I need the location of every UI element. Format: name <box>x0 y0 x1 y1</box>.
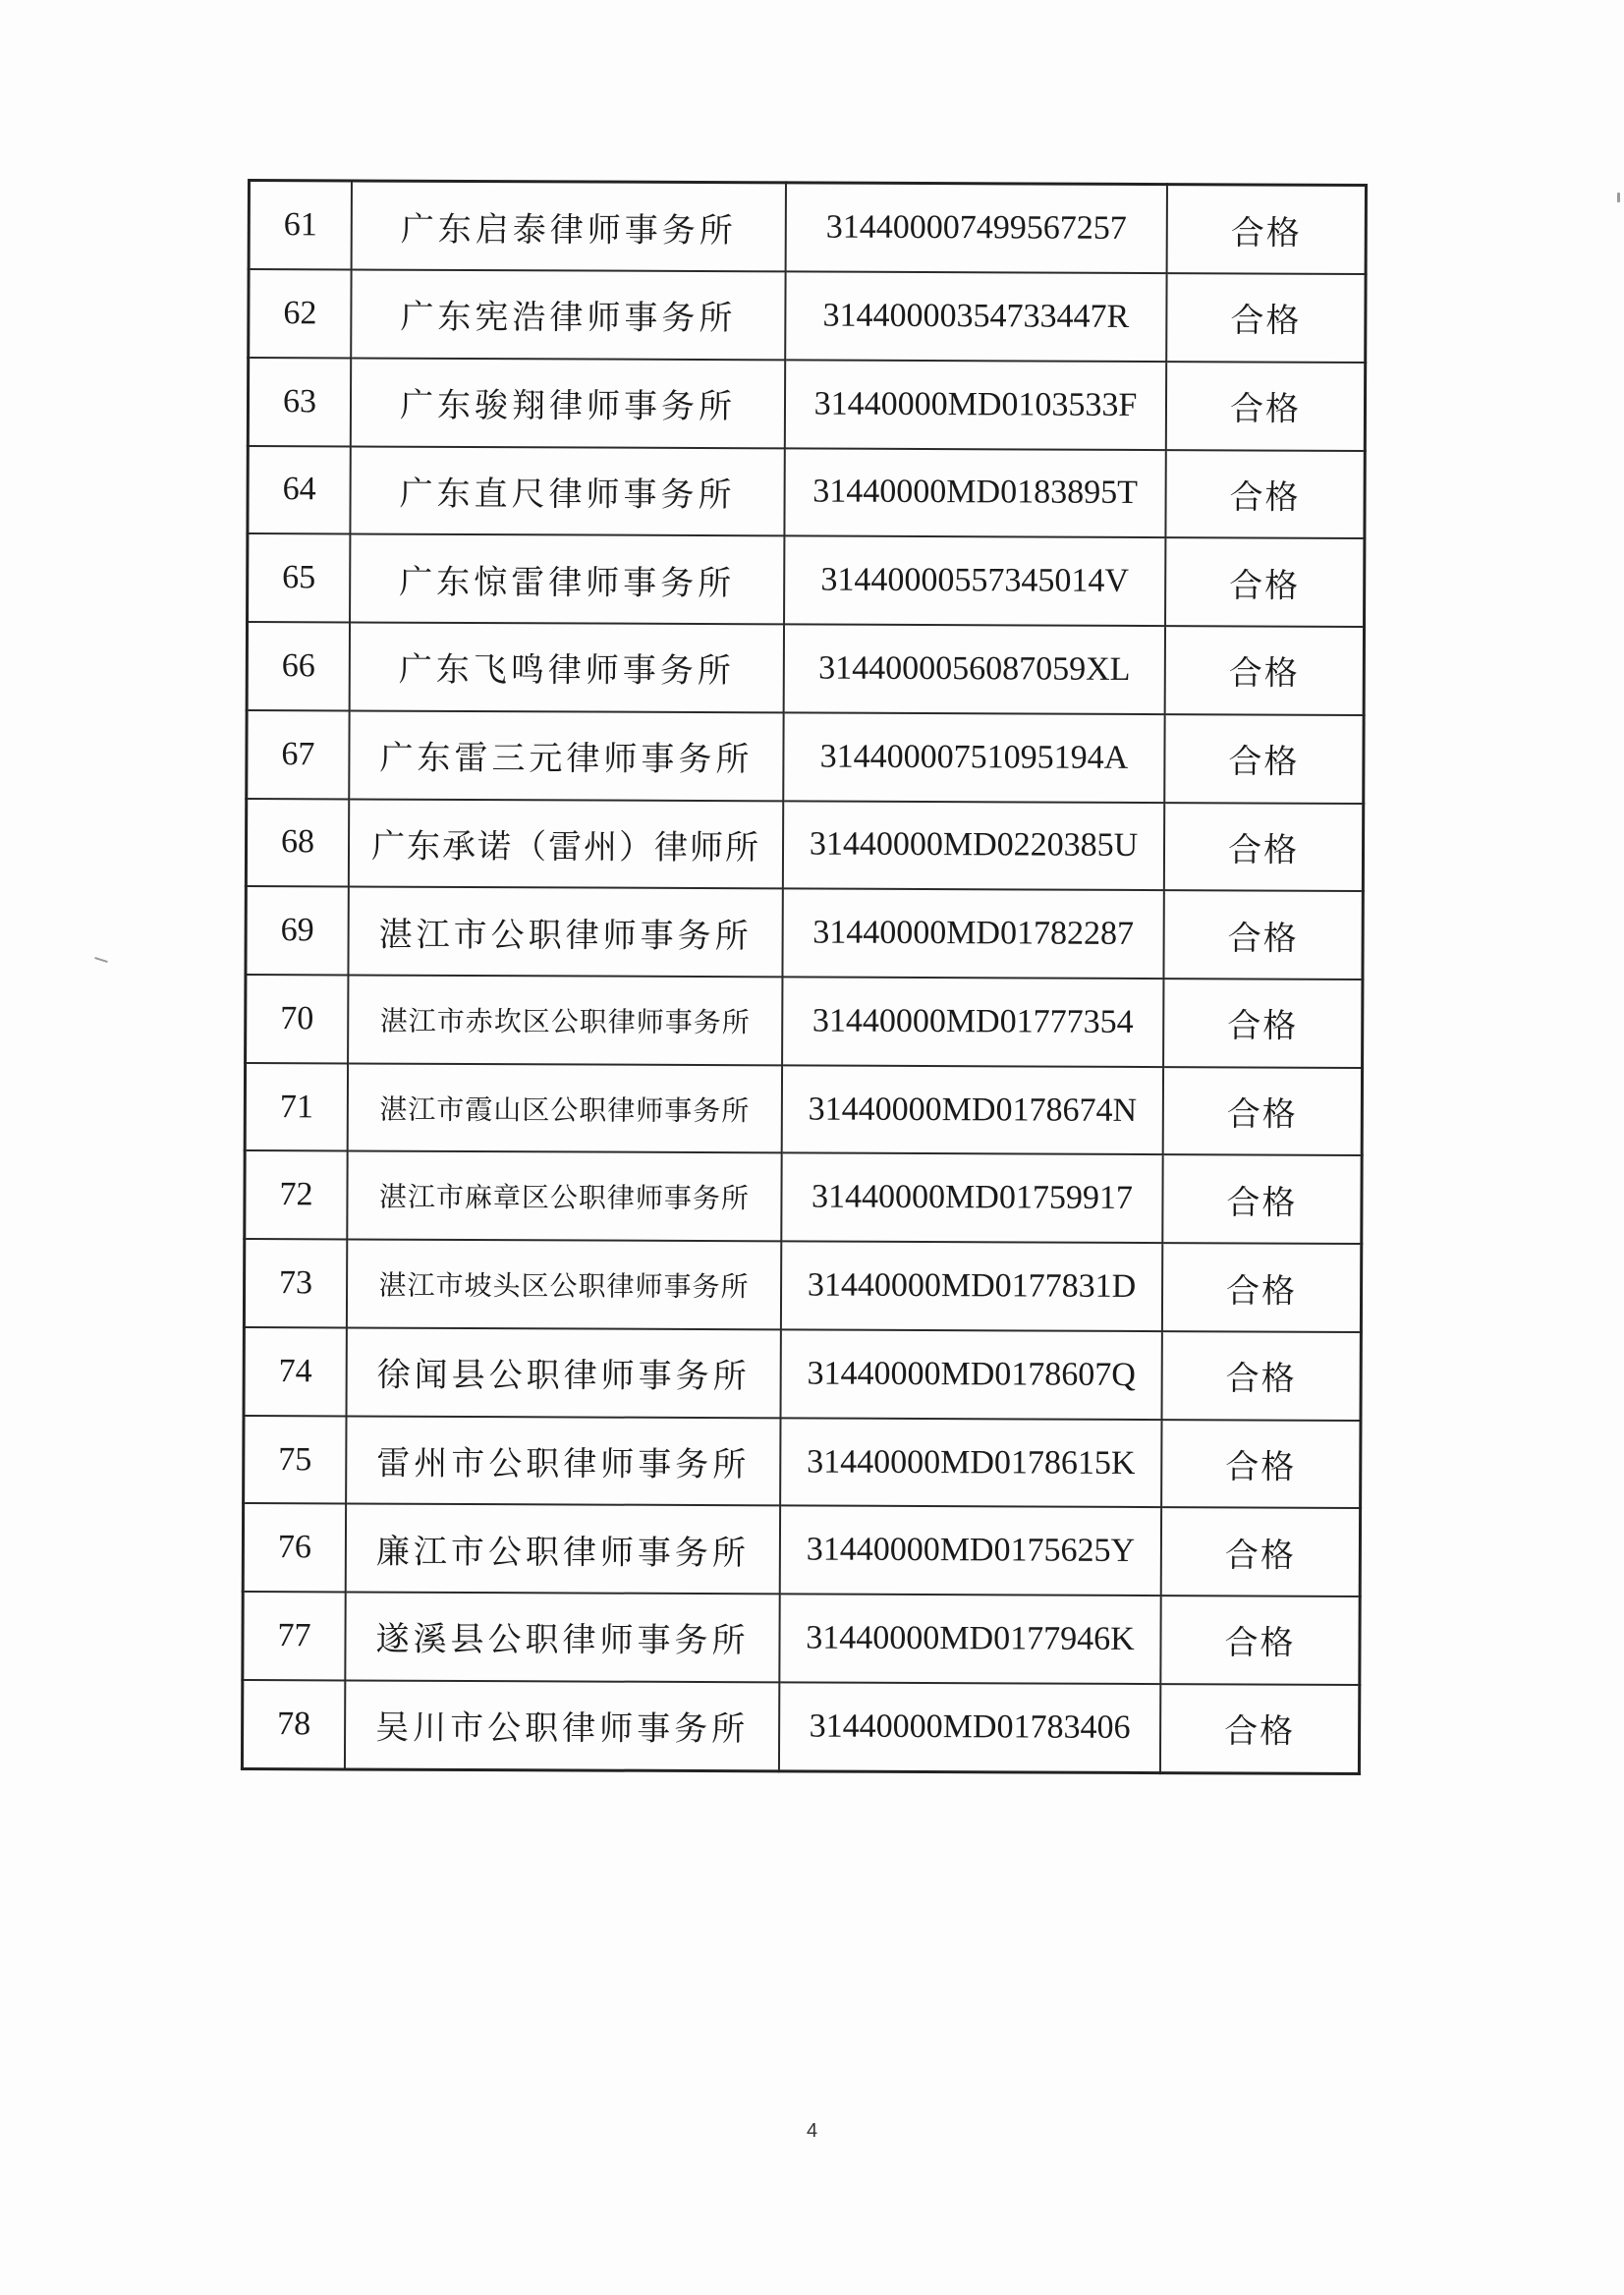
row-number: 69 <box>246 886 349 975</box>
row-number: 72 <box>245 1150 348 1239</box>
row-number: 65 <box>248 533 351 622</box>
results-table-wrapper <box>241 179 1368 1775</box>
table-row <box>247 710 1364 804</box>
credit-code: 31440000MD01783406 <box>779 1682 1160 1772</box>
firm-name: 广东启泰律师事务所 <box>352 181 786 272</box>
assessment-result: 合格 <box>1160 1684 1360 1774</box>
firm-name: 广东宪浩律师事务所 <box>351 270 785 361</box>
assessment-result: 合格 <box>1161 1331 1361 1421</box>
row-number: 68 <box>246 799 349 887</box>
assessment-result: 合格 <box>1162 1243 1362 1332</box>
credit-code: 31440000MD0175625Y <box>780 1506 1161 1595</box>
assessment-result: 合格 <box>1163 979 1363 1068</box>
row-number: 75 <box>244 1416 347 1504</box>
assessment-result: 合格 <box>1167 185 1367 274</box>
row-number: 74 <box>244 1327 347 1416</box>
assessment-result: 合格 <box>1166 362 1366 451</box>
credit-code: 31440000MD0177831D <box>781 1242 1162 1331</box>
table-row <box>249 269 1366 363</box>
assessment-result: 合格 <box>1163 1067 1363 1156</box>
credit-code: 31440000751095194A <box>783 712 1164 802</box>
credit-code: 3144000056087059XL <box>784 624 1165 713</box>
row-number: 78 <box>242 1680 345 1769</box>
firm-name: 广东雷三元律师事务所 <box>349 710 783 801</box>
firm-name: 遂溪县公职律师事务所 <box>345 1593 779 1683</box>
firm-name: 湛江市麻章区公职律师事务所 <box>347 1151 781 1242</box>
firm-name: 廉江市公职律师事务所 <box>346 1504 780 1595</box>
table-row <box>244 1239 1361 1332</box>
table-row <box>243 1503 1360 1596</box>
table-row <box>244 1327 1361 1421</box>
firm-name: 湛江市霞山区公职律师事务所 <box>348 1063 782 1153</box>
firm-name: 吴川市公职律师事务所 <box>345 1680 779 1771</box>
row-number: 76 <box>243 1503 346 1592</box>
credit-code: 31440000354733447R <box>785 271 1166 361</box>
row-number: 77 <box>243 1592 346 1680</box>
table-row <box>247 622 1364 715</box>
assessment-result: 合格 <box>1166 273 1366 363</box>
firm-name: 广东承诺（雷州）律师所 <box>349 799 783 889</box>
assessment-result: 合格 <box>1163 890 1363 980</box>
credit-code: 31440000MD01759917 <box>781 1153 1162 1243</box>
table-row <box>246 886 1363 980</box>
credit-code: 31440000MD01777354 <box>782 977 1163 1066</box>
assessment-result: 合格 <box>1160 1595 1360 1685</box>
credit-code: 31440000MD0178607Q <box>781 1329 1162 1419</box>
firm-name: 广东骏翔律师事务所 <box>351 358 785 448</box>
credit-code: 31440000MD01782287 <box>782 889 1163 979</box>
table-row <box>245 1063 1362 1156</box>
table-row <box>249 181 1366 275</box>
scan-speck <box>1617 193 1620 202</box>
assessment-result: 合格 <box>1161 1507 1361 1596</box>
firm-name: 广东惊雷律师事务所 <box>350 534 784 625</box>
row-number: 63 <box>248 358 351 446</box>
credit-code: 31440000MD0183895T <box>784 448 1165 537</box>
credit-code: 314400007499567257 <box>786 183 1167 273</box>
credit-code: 31440000MD0178615K <box>780 1418 1161 1507</box>
row-number: 61 <box>249 181 352 270</box>
table-row <box>248 533 1365 627</box>
table-row <box>248 358 1365 451</box>
assessment-result: 合格 <box>1165 626 1365 715</box>
table-row <box>244 1416 1361 1509</box>
row-number: 73 <box>244 1239 347 1327</box>
table-row <box>245 1150 1362 1244</box>
row-number: 62 <box>249 269 352 358</box>
credit-code: 31440000MD0178674N <box>782 1065 1163 1154</box>
firm-name: 湛江市公职律师事务所 <box>348 887 782 978</box>
scan-speck <box>94 957 108 963</box>
table-row <box>243 1592 1360 1685</box>
row-number: 66 <box>247 622 350 710</box>
row-number: 67 <box>247 710 350 799</box>
assessment-result: 合格 <box>1164 803 1364 892</box>
credit-code: 31440000MD0103533F <box>785 360 1166 449</box>
assessment-result: 合格 <box>1165 450 1365 539</box>
firm-name: 广东直尺律师事务所 <box>350 446 784 536</box>
table-row <box>248 446 1365 539</box>
table-row <box>246 975 1363 1068</box>
row-number: 64 <box>248 446 351 534</box>
assessment-result: 合格 <box>1164 714 1364 804</box>
assessment-result: 合格 <box>1162 1155 1362 1245</box>
credit-code: 31440000557345014V <box>784 536 1165 626</box>
table-row <box>246 799 1363 892</box>
row-number: 70 <box>246 975 349 1063</box>
assessment-result: 合格 <box>1165 537 1365 627</box>
law-firm-assessment-table <box>241 179 1368 1775</box>
firm-name: 雷州市公职律师事务所 <box>346 1416 780 1506</box>
firm-name: 湛江市赤坎区公职律师事务所 <box>348 975 782 1065</box>
assessment-result: 合格 <box>1161 1420 1361 1509</box>
credit-code: 31440000MD0220385U <box>783 801 1164 890</box>
table-row <box>242 1680 1359 1774</box>
credit-code: 31440000MD0177946K <box>779 1595 1160 1684</box>
page-number: 4 <box>806 2120 818 2142</box>
firm-name: 徐闻县公职律师事务所 <box>347 1327 781 1418</box>
firm-name: 广东飞鸣律师事务所 <box>350 623 784 713</box>
row-number: 71 <box>245 1063 348 1151</box>
firm-name: 湛江市坡头区公职律师事务所 <box>347 1240 781 1330</box>
